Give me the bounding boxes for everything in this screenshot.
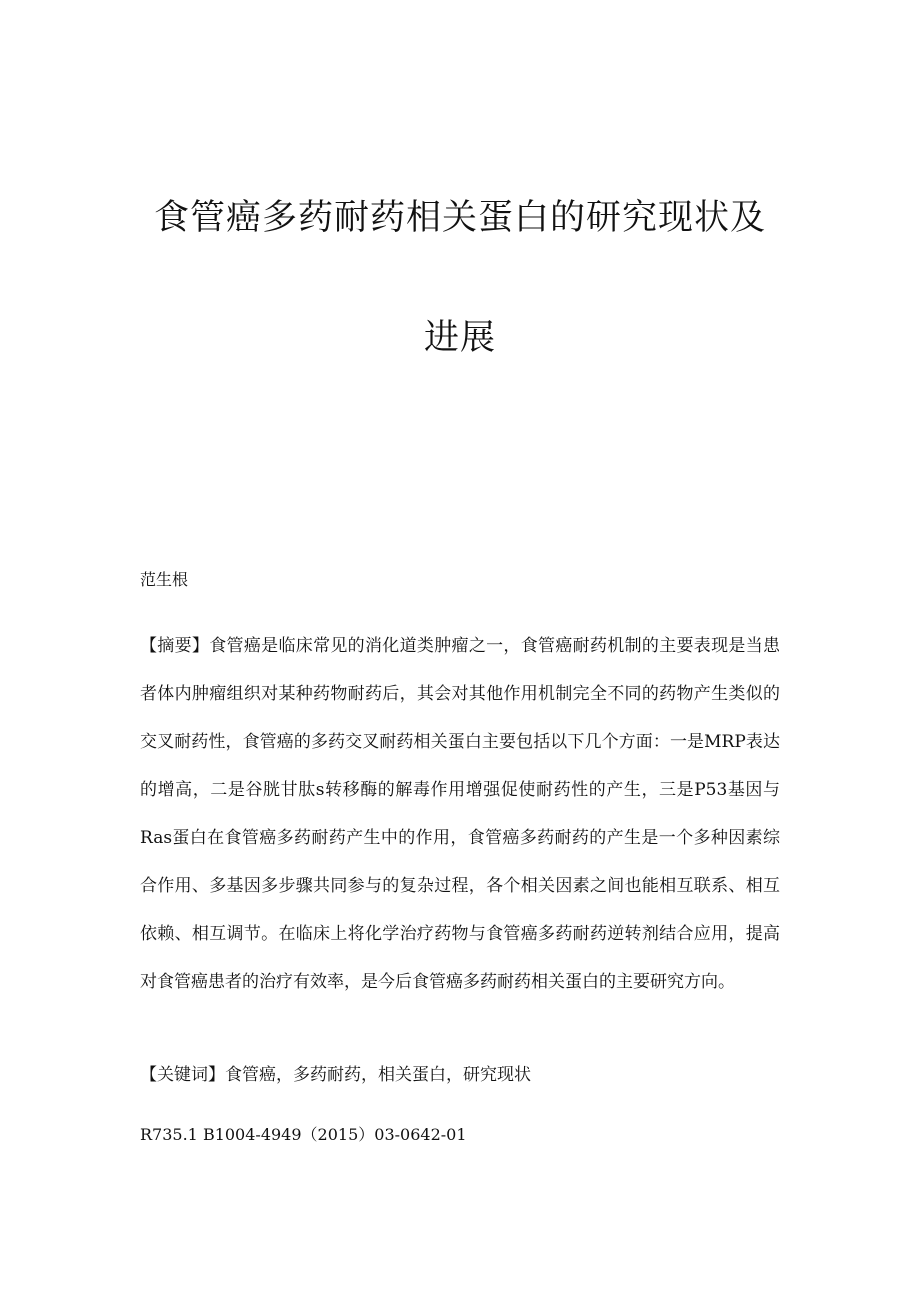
abstract-label: 【摘要】: [140, 636, 210, 656]
abstract-text: 食管癌是临床常见的消化道类肿瘤之一，食管癌耐药机制的主要表现是当患者体内肿瘤组织对某种药物耐药后，其会对其他作用机制完全不同的药物产生类似的交叉耐药性，食管癌的多药交叉耐药相关蛋白主要包括以下几个方面：一是MRP表达的增高，二是谷胱甘肽s转移酶的解毒作用增强促使耐药性的产生，三是P53基因与Ras蛋白在食管癌多药耐药产生中的作用，食管癌多药耐药的产生是一个多种因素综合作用、多基因多步骤共同参与的复杂过程，各个相关因素之间也能相互联系、相互依赖、相互调节。在临床上将化学治疗药物与食管癌多药耐药逆转剂结合应用，提高对食管癌患者的治疗有效率，是今后食管癌多药耐药相关蛋白的主要研究方向。: [140, 636, 781, 992]
keywords-paragraph: [140, 1062, 780, 1088]
keywords-text: 食管癌，多药耐药，相关蛋白，研究现状: [225, 1065, 531, 1085]
paper-title-line-2: 进展: [423, 318, 496, 358]
keywords-label: 【关键词】: [140, 1065, 225, 1085]
abstract-paragraph: [140, 622, 780, 1006]
paper-title-line-1: 食管癌多药耐药相关蛋白的研究现状及: [153, 198, 766, 238]
author-name: 范生根: [140, 570, 189, 589]
classification-code: R735.1 B1004-4949（2015）03-0642-01: [140, 1125, 467, 1144]
